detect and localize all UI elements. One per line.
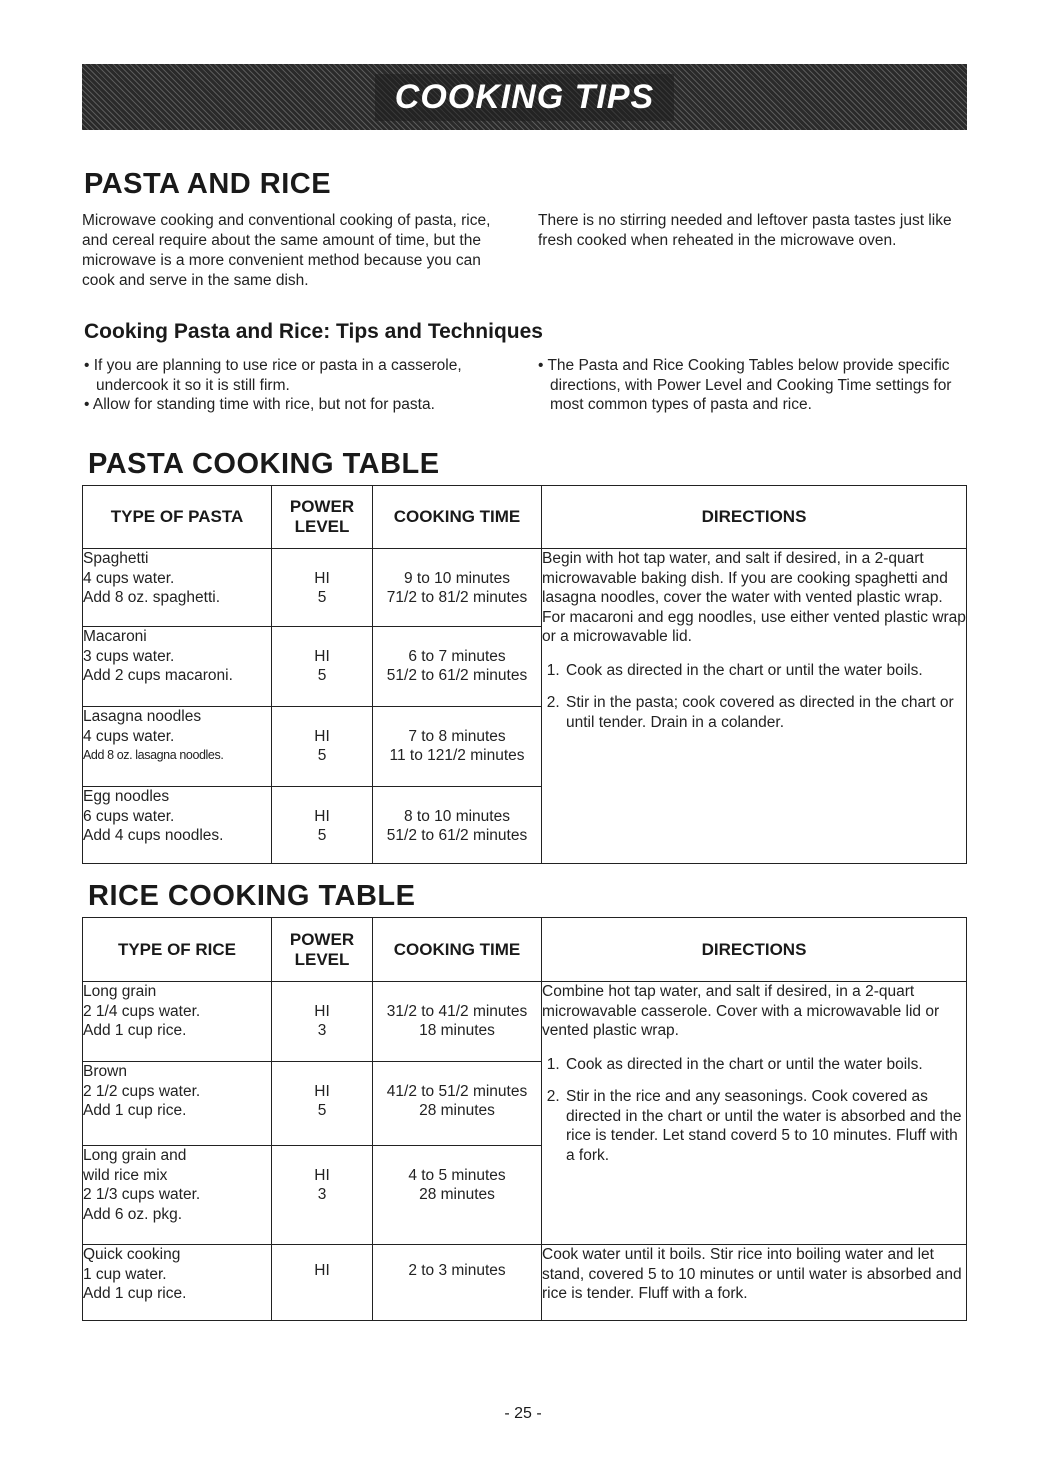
power-cell [272, 1062, 373, 1146]
rice-table-title: RICE COOKING TABLE [88, 880, 416, 912]
power-line: 3 [317, 1022, 327, 1039]
time-line: 9 to 10 minutes [404, 569, 510, 587]
time-line: 51/2 to 61/2 minutes [386, 827, 528, 844]
time-line: 31/2 to 41/2 minutes [386, 1002, 528, 1020]
power-line: HI [314, 1166, 330, 1184]
header-banner [82, 64, 967, 130]
power-line: HI [314, 569, 330, 587]
tip-item: • Allow for standing time with rice, but not for pasta. [84, 396, 435, 413]
type-line: Add 6 oz. pkg. [83, 1205, 183, 1223]
header-directions: DIRECTIONS [542, 918, 967, 982]
rice-cooking-table [82, 917, 967, 1321]
type-line: Add 4 cups noodles. [83, 827, 224, 844]
type-line: Macaroni [83, 628, 147, 645]
time-cell [373, 982, 542, 1062]
power-line: 5 [317, 1102, 327, 1119]
power-cell [272, 1146, 373, 1245]
time-cell [373, 707, 542, 787]
power-line: 5 [317, 747, 327, 764]
time-line: 51/2 to 61/2 minutes [386, 667, 528, 684]
power-line: HI [314, 1002, 330, 1020]
directions-cell [542, 549, 967, 864]
direction-step: 1. Cook as directed in the chart or until the water boils. [564, 661, 966, 681]
power-cell [272, 982, 373, 1062]
header-time: COOKING TIME [373, 918, 542, 982]
type-line: Egg noodles [83, 788, 170, 805]
power-line: 5 [317, 589, 327, 606]
directions-cell [542, 982, 967, 1245]
type-cell [83, 982, 272, 1062]
type-line: 6 cups water. [83, 807, 175, 825]
power-line: HI [314, 1082, 330, 1100]
type-cell [83, 549, 272, 627]
header-type: TYPE OF PASTA [83, 486, 272, 549]
time-cell [373, 1062, 542, 1146]
time-cell [373, 1146, 542, 1245]
pasta-table-title: PASTA COOKING TABLE [88, 448, 440, 480]
time-line: 6 to 7 minutes [408, 647, 506, 665]
type-line: Add 1 cup rice. [83, 1285, 187, 1302]
directions-steps [542, 661, 966, 733]
type-line: Add 1 cup rice. [83, 1102, 187, 1119]
tip-item: • If you are planning to use rice or pasta in a casserole, undercook it so it is still firm. [84, 357, 462, 394]
header-directions: DIRECTIONS [542, 486, 967, 549]
time-cell [373, 549, 542, 627]
type-cell [83, 1146, 272, 1245]
type-line: Lasagna noodles [83, 708, 202, 725]
time-line: 8 to 10 minutes [404, 807, 510, 825]
time-line: 18 minutes [419, 1022, 495, 1039]
direction-step: 2. Stir in the pasta; cook covered as directed in the chart or until tender. Drain in a colander. [564, 693, 966, 732]
type-line: Add 1 cup rice. [83, 1022, 187, 1039]
direction-step: 2. Stir in the rice and any seasonings. Cook covered as directed in the chart or until the water is absorbed and the rice is tender. Let stand coverd 5 to 10 minutes. Fluff with a fork. [564, 1087, 966, 1165]
header-power: POWER LEVEL [272, 918, 373, 982]
power-line: 3 [317, 1186, 327, 1203]
type-line: 1 cup water. [83, 1265, 167, 1283]
pasta-cooking-table [82, 485, 967, 864]
directions-steps [542, 1055, 966, 1166]
time-line: 2 to 3 minutes [408, 1262, 506, 1279]
type-line: Add 2 cups macaroni. [83, 667, 233, 684]
type-line: 2 1/3 cups water. [83, 1186, 201, 1203]
type-cell [83, 1062, 272, 1146]
banner-title: COOKING TIPS [375, 74, 674, 121]
type-line: wild rice mix [83, 1166, 168, 1184]
header-time: COOKING TIME [373, 486, 542, 549]
power-line: 5 [317, 667, 327, 684]
type-line: Long grain and [83, 1147, 187, 1164]
type-line: Quick cooking [83, 1246, 181, 1263]
page-number: - 25 - [504, 1405, 542, 1422]
header-power: POWER LEVEL [272, 486, 373, 549]
type-line: 2 1/2 cups water. [83, 1082, 201, 1100]
time-cell [373, 787, 542, 864]
type-cell [83, 787, 272, 864]
type-line: 3 cups water. [83, 647, 175, 665]
type-line: Long grain [83, 983, 157, 1000]
time-line: 11 to 121/2 minutes [389, 747, 525, 764]
power-line: HI [314, 647, 330, 665]
power-cell [272, 1245, 373, 1321]
power-line: HI [314, 807, 330, 825]
type-cell [83, 627, 272, 707]
tips-left-list [84, 356, 514, 415]
time-line: 7 to 8 minutes [408, 727, 506, 745]
table-row [83, 1245, 967, 1321]
tip-item: • The Pasta and Rice Cooking Tables below provide specific directions, with Power Level and Cooking Time settings for most common types of pasta and rice. [538, 357, 952, 413]
directions-intro: Combine hot tap water, and salt if desired, in a 2-quart microwavable casserole. Cover with a microwavable lid or vented plastic wrap. [542, 983, 940, 1039]
header-type: TYPE OF RICE [83, 918, 272, 982]
section-title-pasta-rice: PASTA AND RICE [84, 168, 332, 200]
time-cell [373, 627, 542, 707]
type-cell [83, 1245, 272, 1321]
type-line: Add 8 oz. spaghetti. [83, 589, 221, 606]
tips-right-list [538, 356, 953, 415]
type-line: 4 cups water. [83, 727, 175, 745]
power-cell [272, 549, 373, 627]
directions-cell-quick [542, 1245, 967, 1321]
power-line: HI [314, 727, 330, 745]
time-line: 28 minutes [419, 1186, 495, 1203]
directions-intro: Begin with hot tap water, and salt if desired, in a 2-quart microwavable baking dish. If you are cooking spaghetti and lasagna noodles, cover the water with vented plastic wrap. For macaroni and egg noodles, use either vented plastic wrap or a microwavable lid. [542, 550, 966, 645]
time-cell [373, 1245, 542, 1321]
time-line: 41/2 to 51/2 minutes [386, 1082, 528, 1100]
type-line: 4 cups water. [83, 569, 175, 587]
time-line: 71/2 to 81/2 minutes [386, 589, 528, 606]
type-line: Spaghetti [83, 550, 149, 567]
power-line: 5 [317, 827, 327, 844]
table-row [83, 982, 967, 1062]
type-line: 2 1/4 cups water. [83, 1002, 201, 1020]
direction-step: 1. Cook as directed in the chart or until the water boils. [564, 1055, 966, 1075]
type-line: Brown [83, 1063, 127, 1080]
time-line: 4 to 5 minutes [408, 1166, 506, 1184]
power-line: HI [314, 1262, 330, 1279]
power-cell [272, 707, 373, 787]
tips-title: Cooking Pasta and Rice: Tips and Techniques [84, 320, 543, 343]
time-line: 28 minutes [419, 1102, 495, 1119]
intro-right: There is no stirring needed and leftover pasta tastes just like fresh cooked when reheated in the microwave oven. [538, 212, 952, 249]
power-cell [272, 787, 373, 864]
type-cell [83, 707, 272, 787]
directions-quick: Cook water until it boils. Stir rice into boiling water and let stand, covered 5 to 10 minutes or until water is absorbed and rice is tender. Fluff with a fork. [542, 1246, 962, 1302]
table-row [83, 549, 967, 627]
type-line: Add 8 oz. lasagna noodles. [83, 748, 224, 762]
intro-left: Microwave cooking and conventional cooking of pasta, rice, and cereal require about the same amount of time, but the microwave is a more convenient method because you can cook and serve in the same dish. [82, 212, 491, 289]
power-cell [272, 627, 373, 707]
